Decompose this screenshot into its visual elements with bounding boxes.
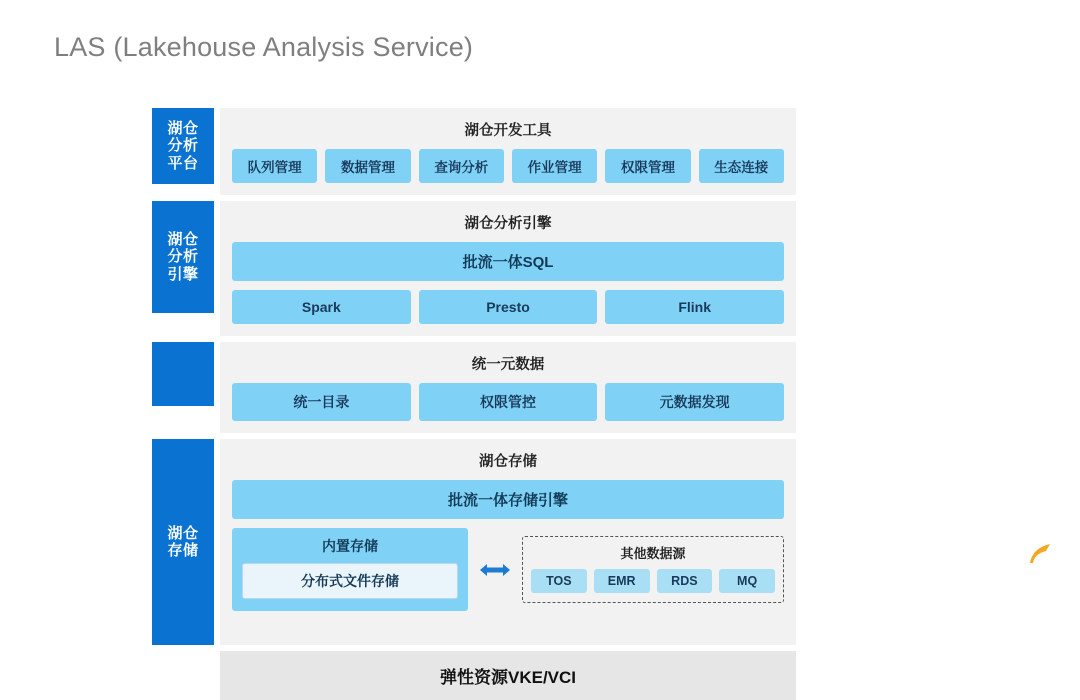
row-label-line: 平台 [167, 154, 199, 172]
chip-unified-catalog[interactable]: 统一目录 [232, 383, 411, 421]
row-label-analysis-engine [152, 201, 214, 313]
chip-presto[interactable]: Presto [419, 290, 598, 324]
footer-elastic-resources-label: 弹性资源VKE/VCI [220, 651, 796, 700]
other-data-sources-title: 其他数据源 [620, 546, 686, 561]
storage-inner-group [232, 528, 784, 611]
row-label-line: 湖仓 [167, 120, 199, 138]
bar-batch-stream-storage-engine[interactable]: 批流一体存储引擎 [232, 480, 784, 519]
row-label-line: 分析 [167, 137, 199, 155]
chip-permission-control[interactable]: 权限管控 [419, 383, 598, 421]
double-arrow-icon [478, 560, 512, 580]
row-lakehouse-storage [152, 439, 796, 645]
chip-row-engines [232, 290, 784, 324]
row-label-line: 存储 [167, 542, 199, 559]
chip-data-management[interactable]: 数据管理 [325, 149, 410, 183]
chip-query-analysis[interactable]: 查询分析 [419, 149, 504, 183]
other-data-sources-chips [531, 569, 775, 593]
row-label-lakehouse-storage [152, 439, 214, 645]
chip-ecosystem-connection[interactable]: 生态连接 [699, 149, 784, 183]
panel-title-unified-metadata: 统一元数据 [471, 357, 545, 373]
row-label-line: 分析 [167, 248, 199, 266]
panel-dev-tools [220, 108, 796, 195]
row-unified-metadata [152, 342, 796, 433]
chip-job-management[interactable]: 作业管理 [512, 149, 597, 183]
footer-spacer [152, 651, 214, 700]
chip-metadata-discovery[interactable]: 元数据发现 [605, 383, 784, 421]
panel-lakehouse-storage [220, 439, 796, 645]
row-label-line: 湖仓 [167, 231, 199, 249]
other-data-sources-group [522, 536, 784, 603]
bar-batch-stream-sql[interactable]: 批流一体SQL [232, 242, 784, 281]
row-label-line: 引擎 [167, 265, 199, 283]
panel-title-dev-tools: 湖仓开发工具 [464, 123, 552, 139]
row-label-lakehouse-platform [152, 108, 214, 184]
chip-mq[interactable]: MQ [719, 569, 775, 593]
chip-row-metadata [232, 383, 784, 421]
panel-unified-metadata [220, 342, 796, 433]
row-label-line: 湖仓 [167, 524, 199, 542]
row-lakehouse-platform [152, 108, 796, 195]
chip-queue-management[interactable]: 队列管理 [232, 149, 317, 183]
builtin-storage-group[interactable] [232, 528, 468, 611]
row-analysis-engine [152, 201, 796, 336]
panel-title-lakehouse-storage: 湖仓存储 [479, 454, 537, 470]
builtin-storage-title: 内置存储 [322, 538, 378, 554]
chip-spark[interactable]: Spark [232, 290, 411, 324]
page-title: LAS (Lakehouse Analysis Service) [54, 32, 474, 62]
chip-rds[interactable]: RDS [657, 569, 713, 593]
panel-analysis-engine [220, 201, 796, 336]
corner-decoration-icon [1026, 541, 1052, 563]
chip-permission-management[interactable]: 权限管理 [605, 149, 690, 183]
row-elastic-resources [152, 651, 796, 700]
architecture-diagram [152, 108, 796, 700]
chip-row-dev-tools [232, 149, 784, 183]
panel-title-analysis-engine: 湖仓分析引擎 [464, 216, 552, 232]
distributed-file-storage-box[interactable]: 分布式文件存储 [242, 563, 458, 599]
chip-emr[interactable]: EMR [594, 569, 650, 593]
chip-flink[interactable]: Flink [605, 290, 784, 324]
row-label-lakehouse-storage-top [152, 342, 214, 406]
chip-tos[interactable]: TOS [531, 569, 587, 593]
